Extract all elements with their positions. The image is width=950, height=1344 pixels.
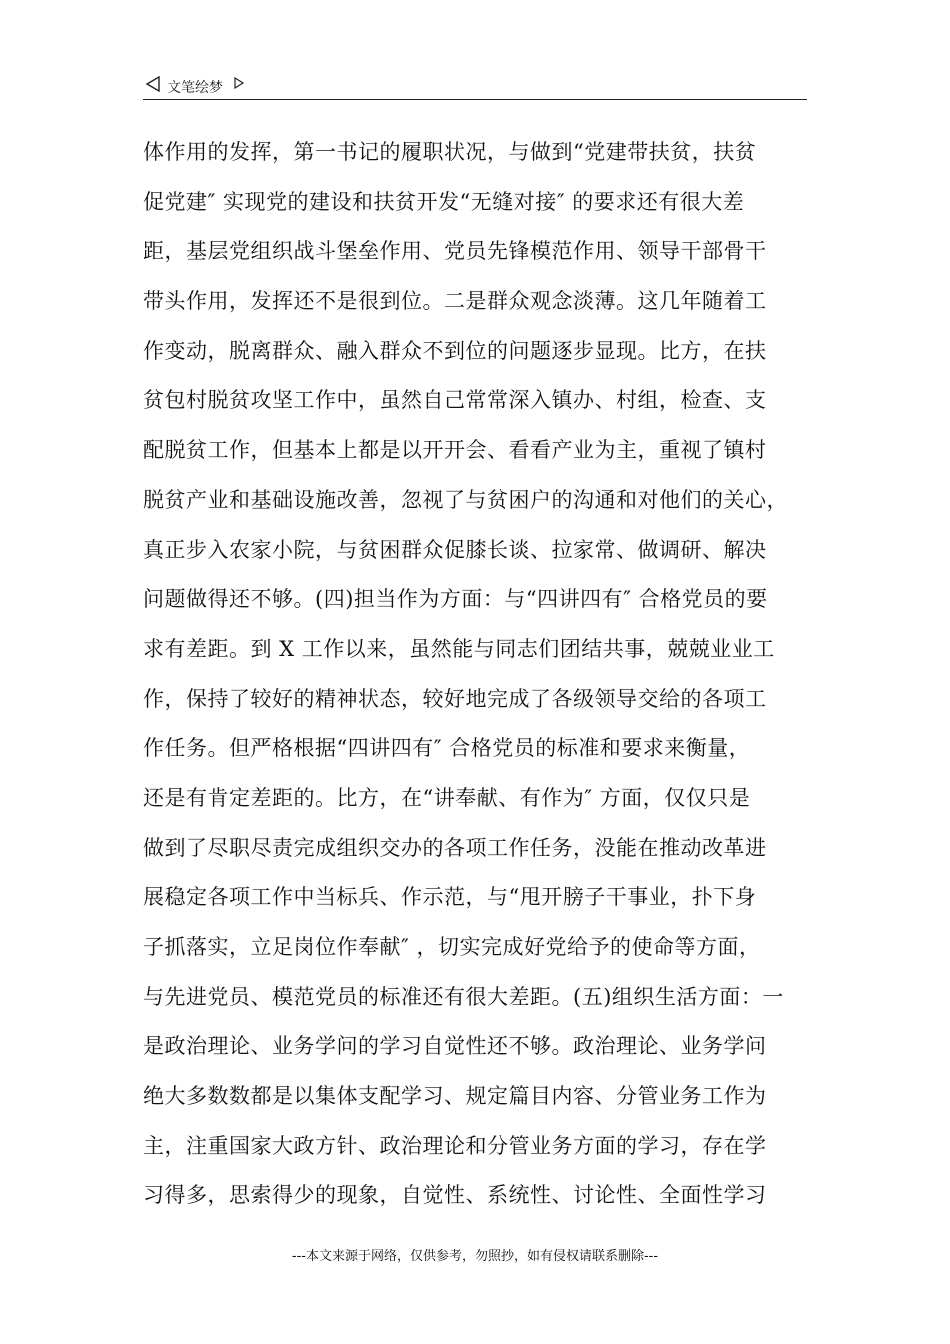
text-line: 子抓落实，立足岗位作奉献″ ，切实完成好党给予的使命等方面， (143, 935, 761, 959)
text-line: 促党建″ 实现党的建设和扶贫开发“无缝对接″ 的要求还有很大差 (143, 189, 745, 214)
header-brand: 文笔绘梦 (167, 80, 223, 96)
document-body (143, 128, 807, 1221)
text-line: 展稳定各项工作中当标兵、作示范，与“甩开膀子干事业，扑下身 (143, 885, 757, 910)
triangle-left-icon (145, 76, 161, 92)
text-line: 与先进党员、模范党员的标准还有很大差距。(五)组织生活方面：一 (143, 984, 784, 1009)
text-line: 求有差距。到 X 工作以来，虽然能与同志们团结共事，兢兢业业工 (143, 636, 775, 661)
text-line: 是政治理论、业务学问的学习自觉性还不够。政治理论、业务学问 (143, 1034, 767, 1059)
text-line: 问题做得还不够。(四)担当作为方面：与“四讲四有″ 合格党员的要 (143, 587, 768, 612)
text-line: 做到了尽职尽责完成组织交办的各项工作任务，没能在推动改革进 (143, 835, 767, 860)
text-line: 作，保持了较好的精神状态，较好地完成了各级领导交给的各项工 (143, 686, 767, 711)
text-line: 带头作用，发挥还不是很到位。二是群众观念淡薄。这几年随着工 (143, 289, 767, 314)
text-line: 脱贫产业和基础设施改善，忽视了与贫困户的沟通和对他们的关心， (143, 487, 788, 512)
text-line: 作任务。但严格根据“四讲四有″ 合格党员的标准和要求来衡量， (143, 736, 751, 761)
text-line: 作变动，脱离群众、融入群众不到位的问题逐步显现。比方，在扶 (143, 338, 767, 363)
text-line: 主，注重国家大政方针、政治理论和分管业务方面的学习，存在学 (143, 1133, 767, 1158)
page-header (143, 72, 807, 100)
text-line: 体作用的发挥，第一书记的履职状况，与做到“党建带扶贫，扶贫 (143, 140, 757, 164)
text-line: 绝大多数数都是以集体支配学习、规定篇目内容、分管业务工作为 (143, 1084, 767, 1109)
text-line: 贫包村脱贫攻坚工作中，虽然自己常常深入镇办、村组，检查、支 (143, 388, 767, 413)
text-line: 习得多，思索得少的现象，自觉性、系统性、讨论性、全面性学习 (143, 1183, 767, 1208)
text-line: 真正步入农家小院，与贫困群众促膝长谈、拉家常、做调研、解决 (143, 537, 767, 562)
triangle-right-icon (233, 77, 245, 89)
text-line: 还是有肯定差距的。比方，在“讲奉献、有作为″ 方面，仅仅只是 (143, 785, 751, 810)
text-line: 配脱贫工作，但基本上都是以开开会、看看产业为主，重视了镇村 (143, 438, 767, 463)
text-line: 距，基层党组织战斗堡垒作用、党员先锋模范作用、领导干部骨干 (143, 239, 767, 264)
footer-disclaimer: ---本文来源于网络，仅供参考，勿照抄，如有侵权请联系删除--- (291, 1249, 659, 1264)
